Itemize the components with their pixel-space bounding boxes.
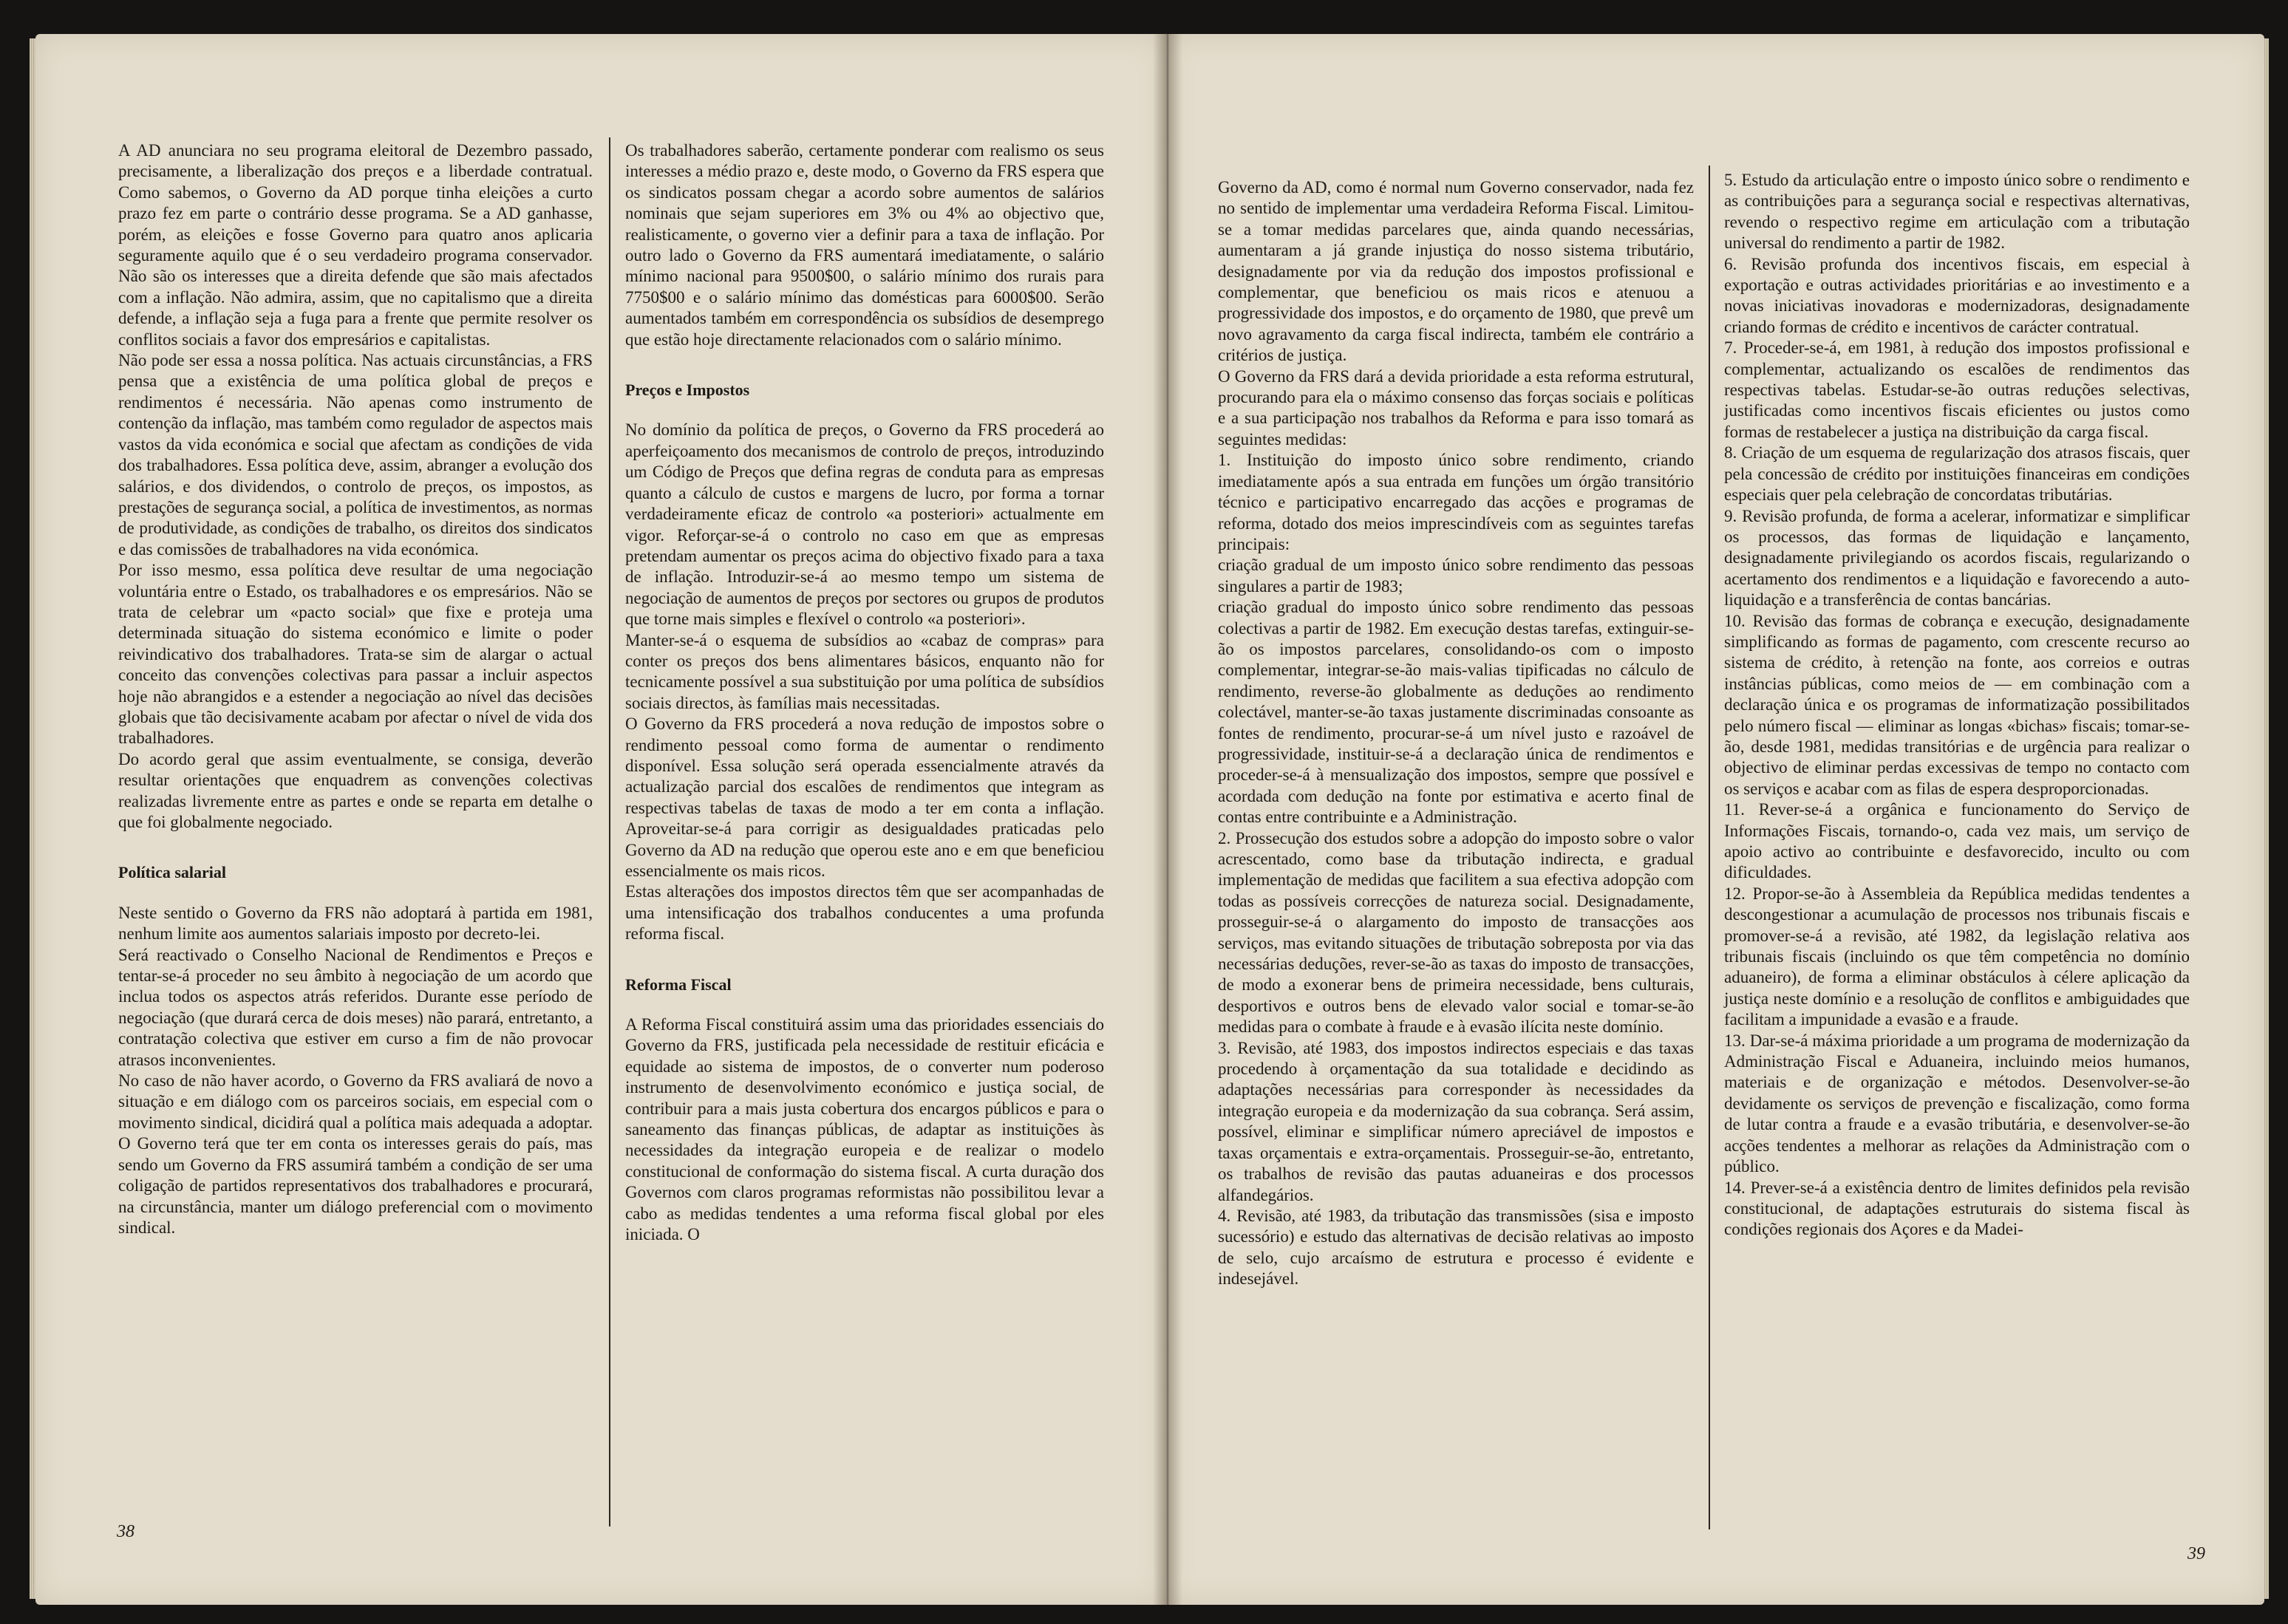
paragraph: Governo da AD, como é normal num Governo conservador, nada fez no sentido de implementar uma verdadeira Reforma Fiscal. Limitou-se a tomar medidas parcelares que, ainda quando necessárias, aumentaram a já grande injustiça do nosso sistema tributário, designadamente por via da redução dos impostos profissional e complementar, que beneficiou os mais ricos e atenuou a progressividade dos impostos, e do orçamento de 1980, que prevê um novo agravamento da carga fiscal indirecta, também ele contrário a critérios de justiça. xyxy=(1218,178,1694,365)
list-item: 8. Criação de um esquema de regularização dos atrasos fiscais, quer pela concessão de crédito por instituições financeiras em condições especiais quer pela celebração de concordatas tributárias. xyxy=(1724,443,2190,505)
list-item: 6. Revisão profunda dos incentivos fiscais, em especial à exportação e outras actividades prioritárias e ao investimento e a novas iniciativas inovadoras e modernizadoras, designadamente criando formas de crédito e incentivos de carácter contratual. xyxy=(1724,254,2190,336)
section-heading-politica-salarial: Política salarial xyxy=(118,863,227,882)
page-number-left: 38 xyxy=(117,1522,135,1541)
paragraph: Do acordo geral que assim eventualmente, se consiga, deverão resultar orientações que enquadrem as convenções colectivas realizadas livremente entre as partes e onde se reparta em detalhe o que foi globalmente negociado. xyxy=(118,749,593,831)
list-item: 2. Prossecução dos estudos sobre a adopção do imposto sobre o valor acrescentado, como base da tributação indirecta, e gradual implementação de medidas que facilitem a sua efectiva adopção com todas as possíveis correcções de natureza social. Designadamente, prosseguir-se-á o alargamento do imposto de transacções aos serviços, mas evitando situações de tributação sobreposta por via das necessárias deduções, rever-se-ão as taxas do imposto de transacções, de modo a exonerar bens de primeira necessidade, bens culturais, desportivos e outros bens de elevado valor social e tomar-se-ão medidas para o combate à fraude e à evasão ilícita neste domínio. xyxy=(1218,828,1694,1037)
section-heading-precos-impostos: Preços e Impostos xyxy=(625,381,750,400)
paragraph: A AD anunciara no seu programa eleitoral de Dezembro passado, precisamente, a liberalização dos preços e a liberdade contratual. Como sabemos, o Governo da AD porque tinha eleições a curto prazo fez em parte o contrário desse programa. Se a AD ganhasse, porém, as eleições e fosse Governo para quatro anos aplicaria seguramente aquilo que é o seu verdadeiro programa conservador. Não são os interesses que a direita defende que são mais afectados com a inflação. Não admira, assim, que no capitalismo que a direita defende, a inflação seja a fuga para a frente que permite resolver os conflitos sociais a favor dos empresários e capitalistas. xyxy=(118,141,593,349)
paragraph: No domínio da política de preços, o Governo da FRS procederá ao aperfeiçoamento dos mecanismos de controlo de preços, introduzindo um Código de Preços que defina regras de conduta para as empresas quanto a cálculo de custos e margens de lucro, por forma a tornar verdadeiramente eficaz de controlo «a posteriori» actualmente em vigor. Reforçar-se-á o controlo no caso em que as empresas pretendam aumentar os preços acima do objectivo fixado para a taxa de inflação. Introduzir-se-á ao mesmo tempo um sistema de negociação de aumentos de preços por sectores ou grupos de produtos que torne mais simples e flexível o controlo «a posteriori». xyxy=(625,420,1104,629)
page-number-right: 39 xyxy=(2187,1544,2205,1563)
list-item: criação gradual de um imposto único sobre rendimento das pessoas singulares a partir de 1983; xyxy=(1218,556,1694,596)
paragraph: O Governo da FRS procederá a nova redução de impostos sobre o rendimento pessoal como forma de aumentar o rendimento disponível. Essa solução será operada essencialmente através da actualização parcial dos escalões de rendimentos que integram as respectivas tabelas de taxas de modo a ter em conta a inflação. Aproveitar-se-á para corrigir as desigualdades praticadas pelo Governo da AD na redução que operou este ano e em que beneficiou essencialmente os mais ricos. xyxy=(625,714,1104,880)
column-divider-left xyxy=(609,137,610,1526)
paragraph: Estas alterações dos impostos directos têm que ser acompanhadas de uma intensificação dos trabalhos conducentes a uma profunda reforma fiscal. xyxy=(625,882,1104,944)
list-item: 14. Prever-se-á a existência dentro de limites definidos pela revisão constitucional, de adaptações estruturais do sistema fiscal às condições regionais dos Açores e da Madei- xyxy=(1724,1178,2190,1239)
paragraph: A Reforma Fiscal constituirá assim uma das prioridades essenciais do Governo da FRS, justificada pela necessidade de restituir eficácia e equidade ao sistema de impostos, de o converter num poderoso instrumento de desenvolvimento económico e justiça social, de contribuir para a mais justa cobertura dos encargos públicos e para o saneamento das finanças públicas, de adaptar as instituições às necessidades da integração europeia e de realizar o modelo constitucional de conformação do sistema fiscal. A curta duração dos Governos com claros programas reformistas não possibilitou levar a cabo as medidas tendentes a uma reforma fiscal global por eles iniciada. O xyxy=(625,1015,1104,1244)
list-item: 7. Proceder-se-á, em 1981, à redução dos impostos profissional e complementar, actualizando os escalões de rendimentos das respectivas tabelas. Estudar-se-ão outras reduções selectivas, justificadas como incentivos fiscais eficientes ou justos como formas de restabelecer a justiça na distribuição da carga fiscal. xyxy=(1724,338,2190,441)
paragraph: Neste sentido o Governo da FRS não adoptará à partida em 1981, nenhum limite aos aumentos salariais imposto por decreto-lei. xyxy=(118,903,593,944)
list-item: 10. Revisão das formas de cobrança e execução, designadamente simplificando as formas de pagamento, com crescente recurso ao sistema de crédito, à retenção na fonte, aos correios e outras instâncias públicas, como meios de — em combinação com a declaração única e os programas de informatização possibilitados pelo número fiscal — eliminar as longas «bichas» fiscais; tomar-se-ão, desde 1981, medidas transitórias e de urgência para realizar o objectivo de eliminar perdas excessivas de tempo no contacto com os serviços e acabar com as filas de espera desproporcionadas. xyxy=(1724,611,2190,798)
list-item: 12. Propor-se-ão à Assembleia da República medidas tendentes a descongestionar a acumulação de processos nos tribunais fiscais e promover-se-á a revisão, até 1982, da legislação relativa aos tribunais fiscais (incluindo os que têm competência no domínio aduaneiro), de forma a eliminar obstáculos à célere aplicação da justiça neste domínio e a resolução de conflitos e ambiguidades que facilitam a impunidade a evasão e a fraude. xyxy=(1724,884,2190,1029)
book-gutter xyxy=(1153,34,1182,1605)
column-divider-right xyxy=(1709,166,1710,1529)
paragraph: Será reactivado o Conselho Nacional de Rendimentos e Preços e tentar-se-á proceder no seu âmbito à negociação de um acordo que inclua todos os aspectos atrás referidos. Durante esse período de negociação (que durará cerca de dois meses) não parará, entretanto, a contratação colectiva que estiver em curso a fim de não provocar atrasos inconvenientes. xyxy=(118,945,593,1069)
list-item: criação gradual do imposto único sobre rendimento das pessoas colectivas a partir de 1982. Em execução destas tarefas, extinguir-se-ão os impostos parcelares, consolidando-os com o imposto complementar, integrar-se-ão mais-valias tipificadas no cálculo de rendimento, reverse-ão globalmente as deduções ao rendimento colectável, manter-se-ão taxas justamente discriminadas consoante as fontes de rendimento, procurar-se-á um nível justo e razoável de progressividade, instituir-se-á a declaração única de rendimentos e proceder-se-á à mensualização dos impostos, sempre que possível e acordada com dedução na fonte por estimativa e acerto final de contas entre contribuinte e a Administração. xyxy=(1218,598,1694,827)
paragraph: No caso de não haver acordo, o Governo da FRS avaliará de novo a situação e em diálogo com os parceiros sociais, em especial com o movimento sindical, dicidirá qual a política mais adequada a adoptar. O Governo terá que ter em conta os interesses gerais do país, mas sendo um Governo da FRS assumirá também a condição de ser uma coligação de partidos representativos dos trabalhadores e procurará, na circunstância, manter um diálogo preferencial com o movimento sindical. xyxy=(118,1071,593,1237)
paragraph: O Governo da FRS dará a devida prioridade a esta reforma estrutural, procurando para ela o máximo consenso das forças sociais e políticas e a sua participação nos trabalhos da Reforma e para isso tomará as seguintes medidas: xyxy=(1218,366,1694,448)
paragraph: Por isso mesmo, essa política deve resultar de uma negociação voluntária entre o Estado, os trabalhadores e os empresários. Não se trata de celebrar um «pacto social» que fixe e proteja uma determinada situação do sistema económico e limite o poder reivindicativo dos trabalhadores. Trata-se sim de alargar o actual conceito das convenções colectivas para passar a incluir aspectos hoje não abrangidos e a estender a negociação ao nível das decisões globais que tão decisivamente acabam por afectar o nível de vida dos trabalhadores. xyxy=(118,561,593,748)
list-item: 5. Estudo da articulação entre o imposto único sobre o rendimento e as contribuições para a segurança social e respectivas alternativas, revendo o respectivo regime em articulação com a tributação universal do rendimento a partir de 1982. xyxy=(1724,171,2190,253)
right-column-2 xyxy=(1724,170,2190,1241)
list-item: 13. Dar-se-á máxima prioridade a um programa de modernização da Administração Fiscal e Aduaneira, incluindo meios humanos, materiais e de organização e métodos. Desenvolver-se-ão devidamente os serviços de prevenção e fiscalização, como forma de lutar contra a fraude e a evasão tributária, e desenvolver-se-ão acções tendentes a melhorar as relações da Administração com o público. xyxy=(1724,1031,2190,1176)
list-item: 1. Instituição do imposto único sobre rendimento, criando imediatamente após a sua entrada em funções um órgão transitório técnico e participativo encarregado das acções e programas de reforma, dotado dos meios imprescindíveis com as seguintes tarefas principais: xyxy=(1218,451,1694,553)
left-column-1 xyxy=(118,140,593,1238)
section-heading-reforma-fiscal: Reforma Fiscal xyxy=(625,975,732,994)
paragraph: Os trabalhadores saberão, certamente ponderar com realismo os seus interesses a médio prazo e, deste modo, o Governo da FRS espera que os sindicatos possam chegar a acordo sobre aumentos de salários nominais que sejam superiores em 3% ou 4% ao objectivo que, realisticamente, o governo vier a definir para a taxa de inflação. Por outro lado o Governo da FRS aumentará imediatamente, o salário mínimo nacional para 9500$00, o salário mínimo dos rurais para 7750$00 e o salário mínimo das domésticas para 6000$00. Serão aumentados também em correspondência os subsídios de desemprego que estão hoje directamente relacionados com o salário mínimo. xyxy=(625,141,1104,349)
list-item: 3. Revisão, até 1983, dos impostos indirectos especiais e das taxas procedendo à orçamentação da sua totalidade e decidindo as adaptações necessárias para corresponder às necessidades da integração europeia e da modernização da sua cobrança. Será assim, possível, eliminar e simplificar número apreciável de impostos e taxas orçamentais e extra-orçamentais. Prosseguir-se-ão, entretanto, os trabalhos de revisão das pautas aduaneiras e dos processos alfandegários. xyxy=(1218,1038,1694,1204)
list-item: 9. Revisão profunda, de forma a acelerar, informatizar e simplificar os processos, das formas de liquidação e lançamento, designadamente privilegiando os acordos fiscais, regularizando o acertamento dos rendimentos e a liquidação e favorecendo a auto-liquidação e a transferência de contas bancárias. xyxy=(1724,506,2190,610)
left-column-2 xyxy=(625,140,1104,1246)
paragraph: Manter-se-á o esquema de subsídios ao «cabaz de compras» para conter os preços dos bens alimentares básicos, enquanto não for tecnicamente possível a sua substituição por uma política de subsídios sociais directos, às famílias mais necessitadas. xyxy=(625,630,1104,712)
list-item: 4. Revisão, até 1983, da tributação das transmissões (sisa e imposto sucessório) e estudo das alternativas de decisão relativas ao imposto de selo, cujo arcaísmo de estrutura e processo é evidente e indesejável. xyxy=(1218,1206,1694,1289)
right-column-1 xyxy=(1218,177,1694,1290)
list-item: 11. Rever-se-á a orgânica e funcionamento do Serviço de Informações Fiscais, tornando-o, cada vez mais, um serviço de apoio activo ao contribuinte e desfavorecido, inculto ou com dificuldades. xyxy=(1724,800,2190,882)
paragraph: Não pode ser essa a nossa política. Nas actuais circunstâncias, a FRS pensa que a existência de uma política global de preços e rendimentos é necessária. Não apenas como instrumento de contenção da inflação, mas também como regulador de aspectos mais vastos da vida económica e social que afectam as condições de vida dos trabalhadores. Essa política deve, assim, abranger a evolução dos salários, e dos dividendos, o controlo de preços, os impostos, as prestações de segurança social, a política de investimentos, as normas de produtividade, as condições de trabalho, os direitos dos sindicatos e das comissões de trabalhadores na vida económica. xyxy=(118,351,593,559)
